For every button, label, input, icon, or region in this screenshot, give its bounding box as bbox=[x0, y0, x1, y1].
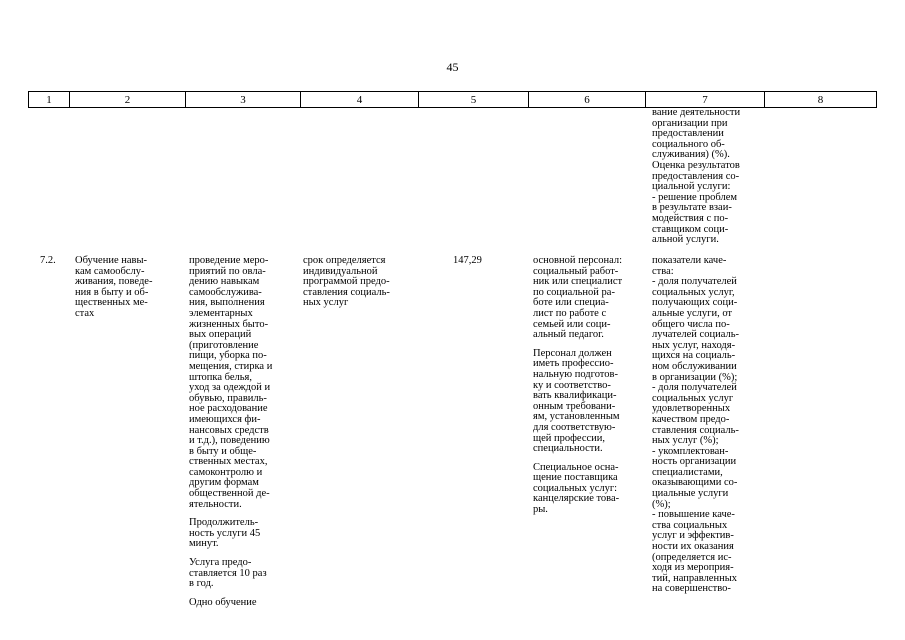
quality-indicators-line: (%); bbox=[652, 498, 671, 510]
continued-indicators-line: предоставлении bbox=[652, 128, 724, 140]
continued-indicators-line: предоставления со- bbox=[652, 170, 740, 182]
quality-indicators-line: щихся на социаль- bbox=[652, 350, 736, 362]
service-content-line: и т.д.), поведению bbox=[189, 435, 270, 447]
continued-indicators-line: в результате взаи- bbox=[652, 202, 732, 214]
service-content-line: элементарных bbox=[189, 307, 253, 319]
row-number: 7.2. bbox=[40, 255, 56, 266]
service-name-line: Обучение навы- bbox=[75, 255, 148, 266]
service-conditions-line: щей профессии, bbox=[533, 432, 606, 444]
service-conditions-line: для соответствую- bbox=[533, 421, 616, 433]
continued-indicators-line: модействия с по- bbox=[652, 212, 729, 224]
column-header-1: 1 bbox=[29, 92, 70, 108]
service-conditions-line: иметь профессио- bbox=[533, 358, 614, 370]
quality-indicators-line: на совершенство- bbox=[652, 583, 731, 595]
service-conditions-paragraph bbox=[533, 256, 622, 341]
service-name-line: стах bbox=[75, 307, 95, 319]
service-content-line: приятий по овла- bbox=[189, 265, 266, 277]
service-content-line: проведение меро- bbox=[189, 255, 269, 266]
service-term-line: ставления социаль- bbox=[303, 286, 390, 298]
quality-indicators bbox=[652, 256, 739, 595]
column-header-7: 7 bbox=[646, 92, 765, 108]
quality-indicators-line: получающих соци- bbox=[652, 297, 738, 309]
continued-indicators-line: циальной услуги: bbox=[652, 181, 731, 193]
quality-indicators-line: ства: bbox=[652, 265, 674, 277]
service-content-line: пищи, уборка по- bbox=[189, 350, 267, 362]
service-content-line: нансовых средств bbox=[189, 424, 269, 436]
column-header-4: 4 bbox=[301, 92, 419, 108]
service-conditions-line: канцелярские това- bbox=[533, 493, 620, 505]
service-content-line: уход за одеждой и bbox=[189, 382, 271, 394]
column-header-3: 3 bbox=[186, 92, 301, 108]
service-content-line: в год. bbox=[189, 578, 214, 590]
service-content-paragraph bbox=[189, 256, 272, 510]
service-conditions-line: лист по работе с bbox=[533, 307, 607, 319]
service-content-line: ное расходование bbox=[189, 403, 268, 415]
continued-indicators-line: организации при bbox=[652, 117, 728, 129]
quality-indicators-line: циальные услуги bbox=[652, 488, 729, 500]
page-number: 45 bbox=[446, 60, 459, 74]
service-conditions-line: ям, установленным bbox=[533, 411, 620, 423]
service-name bbox=[75, 256, 152, 320]
service-content-line: другим формам bbox=[189, 477, 259, 489]
service-conditions-line: Персонал должен bbox=[533, 347, 612, 359]
quality-indicators-line: в организации (%); bbox=[652, 371, 738, 383]
service-content-line: ставляется 10 раз bbox=[189, 567, 267, 579]
continued-indicators-line: социального об- bbox=[652, 138, 725, 150]
service-content-line: (приготовление bbox=[189, 339, 259, 351]
quality-indicators-line: ном обслуживании bbox=[652, 360, 737, 372]
service-name-line: кам самообслу- bbox=[75, 265, 145, 277]
service-conditions-line: ры. bbox=[533, 504, 548, 516]
service-content-line: самоконтролю и bbox=[189, 466, 263, 478]
continued-indicators-text bbox=[652, 108, 740, 246]
quality-indicators-line: удовлетворенных bbox=[652, 403, 731, 415]
quality-indicators-line: специалистами, bbox=[652, 466, 723, 478]
column-header-2: 2 bbox=[70, 92, 186, 108]
service-content-line: обувью, правиль- bbox=[189, 392, 267, 404]
continued-indicators-line: ставщиком соци- bbox=[652, 223, 729, 235]
service-content-line: Одно обучение bbox=[189, 596, 257, 608]
service-content-line: ния, выполнения bbox=[189, 297, 265, 309]
column-header-5: 5 bbox=[419, 92, 529, 108]
continued-indicators-line: служивания) (%). bbox=[652, 149, 730, 161]
service-content-line: имеющихся фи- bbox=[189, 413, 261, 425]
quality-indicators-line: лучателей социаль- bbox=[652, 329, 739, 341]
service-content-line: минут. bbox=[189, 538, 219, 550]
service-content-line: Продолжитель- bbox=[189, 517, 259, 529]
service-content-line: штопка белья, bbox=[189, 371, 252, 383]
service-conditions-line: по социальной ра- bbox=[533, 286, 615, 298]
quality-indicators-line: - доля получателей bbox=[652, 382, 737, 394]
service-term-line: индивидуальной bbox=[303, 265, 378, 277]
quality-indicators-line: общего числа по- bbox=[652, 318, 730, 330]
quality-indicators-line: ных услуг (%); bbox=[652, 435, 719, 447]
service-term-line: программой предо- bbox=[303, 276, 390, 288]
service-content-line: общественной де- bbox=[189, 488, 270, 500]
continued-indicators-line: - решение проблем bbox=[652, 191, 738, 203]
service-term-line: срок определяется bbox=[303, 255, 386, 266]
column-header-8: 8 bbox=[765, 92, 877, 108]
continued-indicators-line: Оценка результатов bbox=[652, 159, 740, 171]
quality-indicators-line: ставления социаль- bbox=[652, 424, 739, 436]
service-name-line: живания, поведе- bbox=[75, 276, 153, 288]
service-content-line: жизненных быто- bbox=[189, 318, 269, 330]
service-conditions-line: вать квалификаци- bbox=[533, 390, 617, 402]
service-content bbox=[189, 256, 272, 608]
quality-indicators-line: - укомплектован- bbox=[652, 445, 729, 457]
service-conditions-line: ник или специалист bbox=[533, 276, 623, 288]
service-content-line: дению навыкам bbox=[189, 276, 260, 288]
quality-indicators-line: социальных услуг bbox=[652, 392, 734, 404]
service-content-paragraph bbox=[189, 598, 272, 609]
service-conditions-paragraph bbox=[533, 463, 622, 516]
service-term bbox=[303, 256, 390, 309]
service-conditions-line: семьей или соци- bbox=[533, 318, 611, 330]
service-term-line: ных услуг bbox=[303, 297, 349, 309]
quality-indicators-line: ходя из мероприя- bbox=[652, 562, 734, 574]
service-conditions-line: специальности. bbox=[533, 443, 603, 455]
column-header-table bbox=[28, 91, 877, 108]
service-conditions bbox=[533, 256, 622, 516]
quality-indicators-line: - доля получателей bbox=[652, 276, 737, 288]
service-content-line: самообслужива- bbox=[189, 286, 262, 298]
service-conditions-line: социальный работ- bbox=[533, 265, 619, 277]
quality-indicators-line: качеством предо- bbox=[652, 413, 730, 425]
service-conditions-paragraph bbox=[533, 349, 622, 455]
quality-indicators-line: услуг и эффектив- bbox=[652, 530, 734, 542]
service-conditions-line: социальных услуг: bbox=[533, 482, 618, 494]
service-content-paragraph bbox=[189, 558, 272, 590]
service-content-line: вых операций bbox=[189, 329, 252, 341]
service-conditions-line: альный педагог. bbox=[533, 329, 604, 341]
service-content-line: ность услуги 45 bbox=[189, 527, 261, 539]
service-content-line: в быту и обще- bbox=[189, 445, 257, 457]
quality-indicators-line: ных услуг, находя- bbox=[652, 339, 736, 351]
service-tariff: 147,29 bbox=[453, 255, 482, 266]
quality-indicators-line: ства социальных bbox=[652, 519, 728, 531]
quality-indicators-line: ности их оказания bbox=[652, 541, 734, 553]
service-content-paragraph bbox=[189, 518, 272, 550]
quality-indicators-line: (определяется ис- bbox=[652, 551, 732, 563]
service-content-line: ственных местах, bbox=[189, 456, 268, 468]
service-content-line: мещения, стирка и bbox=[189, 360, 273, 372]
service-conditions-line: ку и соответство- bbox=[533, 379, 611, 391]
service-conditions-line: Специальное осна- bbox=[533, 461, 619, 473]
continued-indicators-line: вание деятельности bbox=[652, 107, 741, 118]
service-name-line: ния в быту и об- bbox=[75, 286, 149, 298]
continued-indicators-line: альной услуги. bbox=[652, 234, 719, 246]
service-content-line: Услуга предо- bbox=[189, 557, 252, 569]
service-conditions-line: онным требовани- bbox=[533, 400, 616, 412]
quality-indicators-line: социальных услуг, bbox=[652, 286, 735, 298]
quality-indicators-line: ность организации bbox=[652, 456, 737, 468]
service-conditions-line: боте или специа- bbox=[533, 297, 609, 309]
quality-indicators-line: - повышение каче- bbox=[652, 509, 735, 521]
service-content-line: ятельности. bbox=[189, 498, 242, 510]
service-conditions-line: щение поставщика bbox=[533, 472, 618, 484]
column-header-6: 6 bbox=[529, 92, 646, 108]
quality-indicators-line: альные услуги, от bbox=[652, 307, 733, 319]
quality-indicators-line: тий, направленных bbox=[652, 572, 738, 584]
service-conditions-line: нальную подготов- bbox=[533, 368, 618, 380]
quality-indicators-line: оказывающими со- bbox=[652, 477, 738, 489]
quality-indicators-line: показатели каче- bbox=[652, 255, 727, 266]
service-name-line: щественных ме- bbox=[75, 297, 148, 309]
service-conditions-line: основной персонал: bbox=[533, 255, 623, 266]
